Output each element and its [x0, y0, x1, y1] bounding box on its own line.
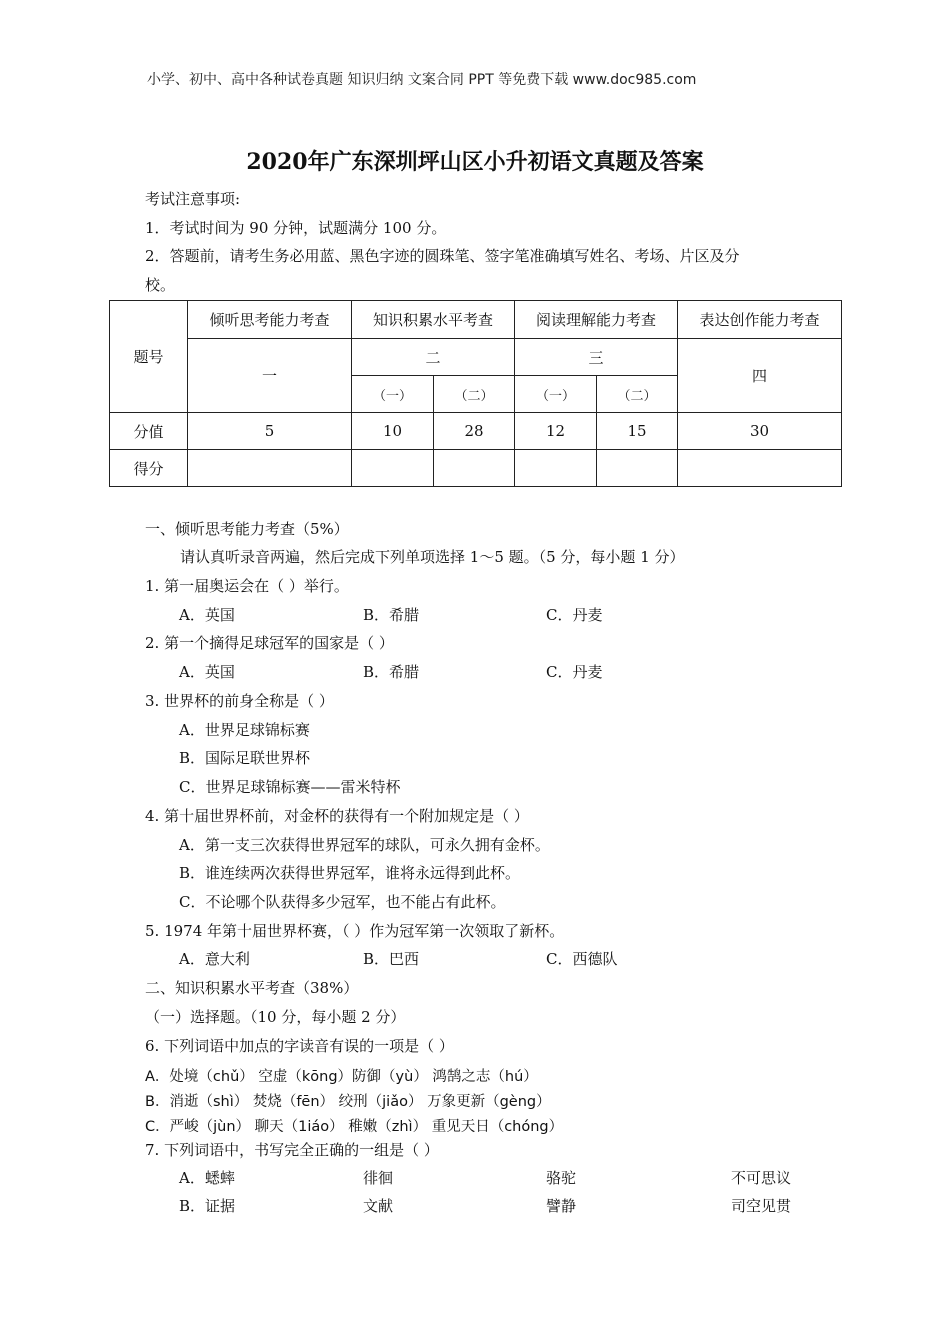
- q1-stem: 1. 第一届奥运会在（ ）举行。: [145, 577, 349, 595]
- q2-option-c: C．丹麦: [546, 663, 603, 681]
- q6-option-b: B．消逝（shì） 焚烧（fēn） 绞刑（jiǎo） 万象更新（gèng）: [145, 1094, 551, 1110]
- col-title-listening: 倾听思考能力考查: [188, 301, 352, 339]
- q2-stem: 2. 第一个摘得足球冠军的国家是（ ）: [145, 634, 394, 652]
- row-label-defen: 得分: [110, 450, 188, 487]
- col-title-writing: 表达创作能力考查: [678, 301, 842, 339]
- q4-option-b: B．谁连续两次获得世界冠军，谁将永远得到此杯。: [179, 864, 521, 882]
- q4-option-a: A．第一支三次获得世界冠军的球队，可永久拥有金杯。: [179, 836, 550, 854]
- q3-stem: 3. 世界杯的前身全称是（ ）: [145, 692, 334, 710]
- q7-a-word-3: 骆驼: [546, 1169, 577, 1187]
- score-blank-2[interactable]: [352, 450, 434, 487]
- score-blank-6[interactable]: [678, 450, 842, 487]
- q7-stem: 7. 下列词语中，书写完全正确的一组是（ ）: [145, 1141, 439, 1159]
- q5-option-a: A．意大利: [179, 950, 250, 968]
- part-3-sub-1: （一）: [515, 376, 597, 413]
- value-part-2-2: 28: [434, 413, 515, 450]
- col-title-reading: 阅读理解能力考查: [515, 301, 678, 339]
- q2-option-b: B．希腊: [363, 663, 420, 681]
- q7-a-word-1: A．蟋蟀: [179, 1169, 235, 1187]
- q1-option-c: C．丹麦: [546, 606, 603, 624]
- notice-heading: 考试注意事项:: [145, 190, 241, 208]
- q6-option-c: C．严峻（jùn） 聊天（1iáo） 稚嫩（zhì） 重见天日（chóng）: [145, 1119, 564, 1135]
- score-blank-3[interactable]: [434, 450, 515, 487]
- q4-option-c: C．不论哪个队获得多少冠军，也不能占有此杯。: [179, 893, 506, 911]
- value-part-4: 30: [678, 413, 842, 450]
- q4-stem: 4. 第十届世界杯前，对金杯的获得有一个附加规定是（ ）: [145, 807, 529, 825]
- q7-a-word-2: 徘徊: [363, 1169, 394, 1187]
- value-part-1: 5: [188, 413, 352, 450]
- q3-option-c: C．世界足球锦标赛——雷米特杯: [179, 778, 401, 796]
- q7-b-word-1: B．证据: [179, 1197, 236, 1215]
- page-title: 2020年广东深圳坪山区小升初语文真题及答案: [246, 149, 704, 175]
- value-part-2-1: 10: [352, 413, 434, 450]
- part-1: 一: [188, 339, 352, 413]
- header-note: 小学、初中、高中各种试卷真题 知识归纳 文案合同 PPT 等免费下载 www.doc985.com: [147, 72, 697, 88]
- section-1-heading: 一、倾听思考能力考查（5%）: [145, 520, 349, 538]
- q7-a-word-4: 不可思议: [731, 1169, 792, 1187]
- score-blank-4[interactable]: [515, 450, 597, 487]
- part-2-sub-1: （一）: [352, 376, 434, 413]
- section-2-sub-heading: （一）选择题。（10 分，每小题 2 分）: [145, 1008, 406, 1026]
- q7-b-word-2: 文献: [363, 1197, 394, 1215]
- section-2-heading: 二、知识积累水平考查（38%）: [145, 979, 359, 997]
- part-3-sub-2: （二）: [597, 376, 678, 413]
- q5-stem: 5. 1974 年第十届世界杯赛，（ ）作为冠军第一次领取了新杯。: [145, 922, 565, 940]
- notice-item-1: 1．考试时间为 90 分钟，试题满分 100 分。: [145, 219, 447, 237]
- q6-stem: 6. 下列词语中加点的字读音有误的一项是（ ）: [145, 1037, 454, 1055]
- notice-item-2-line-2: 校。: [145, 276, 176, 294]
- q6-option-a: A．处境（chǔ） 空虚（kōng）防御（yù） 鸿鹄之志（hú）: [145, 1069, 538, 1085]
- q3-option-b: B．国际足联世界杯: [179, 749, 311, 767]
- row-label-tihao: 题号: [110, 301, 188, 413]
- q7-b-word-3: 譬静: [546, 1197, 577, 1215]
- part-2: 二: [352, 339, 515, 376]
- part-4: 四: [678, 339, 842, 413]
- notice-item-2-line-1: 2．答题前，请考生务必用蓝、黑色字迹的圆珠笔、签字笔准确填写姓名、考场、片区及分: [145, 247, 740, 265]
- score-blank-5[interactable]: [597, 450, 678, 487]
- row-label-fenzhi: 分值: [110, 413, 188, 450]
- q2-option-a: A．英国: [179, 663, 235, 681]
- section-1-instruction: 请认真听录音两遍，然后完成下列单项选择 1～5 题。（5 分，每小题 1 分）: [180, 548, 685, 566]
- q3-option-a: A．世界足球锦标赛: [179, 721, 310, 739]
- q7-b-word-4: 司空见贯: [731, 1197, 792, 1215]
- part-3: 三: [515, 339, 678, 376]
- col-title-knowledge: 知识积累水平考查: [352, 301, 515, 339]
- q1-option-a: A．英国: [179, 606, 235, 624]
- value-part-3-2: 15: [597, 413, 678, 450]
- q1-option-b: B．希腊: [363, 606, 420, 624]
- part-2-sub-2: （二）: [434, 376, 515, 413]
- value-part-3-1: 12: [515, 413, 597, 450]
- q5-option-c: C．西德队: [546, 950, 618, 968]
- score-table: [109, 300, 842, 487]
- q5-option-b: B．巴西: [363, 950, 420, 968]
- score-blank-1[interactable]: [188, 450, 352, 487]
